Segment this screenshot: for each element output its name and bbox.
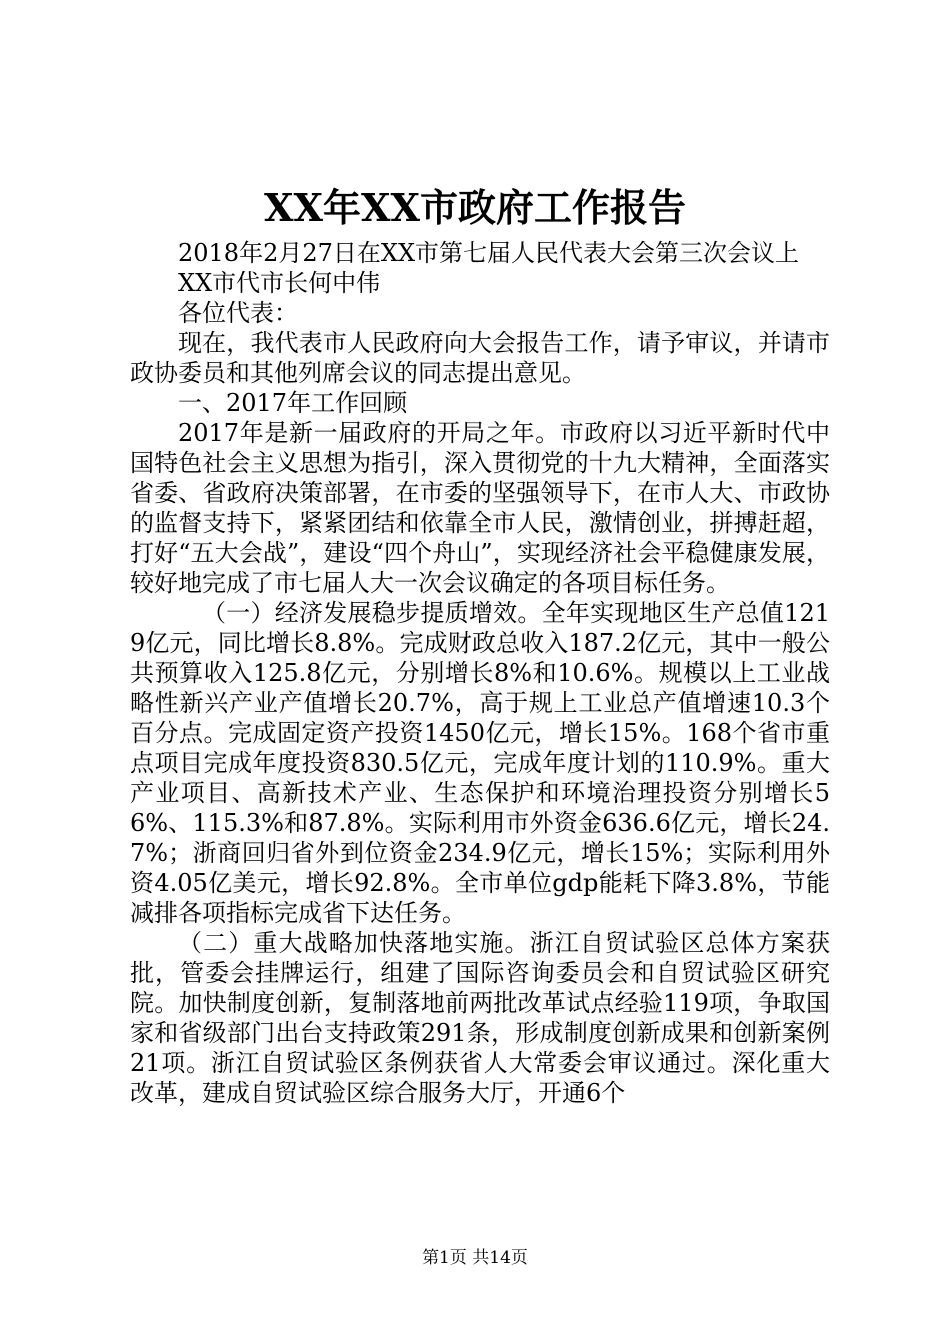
review-paragraph: 2017年是新一届政府的开局之年。市政府以习近平新时代中国特色社会主义思想为指引，深入贯彻党的十九大精神，全面落实省委、省政府决策部署，在市委的坚强领导下，在市人大、市政协的监督支持下，紧紧团结和依靠全市人民，激情创业，拼搏赶超，打好“五大会战”，建设“四个舟山”，实现经济社会平稳健康发展，较好地完成了市七届人大一次会议确定的各项目标任务。 <box>130 419 830 597</box>
intro-paragraph: 现在，我代表市人民政府向大会报告工作，请予审议，并请市政协委员和其他列席会议的同志提出意见。 <box>130 329 830 387</box>
salutation: 各位代表： <box>178 299 298 327</box>
page-number: 第1页 共14页 <box>422 1248 528 1268</box>
document-title: XX年XX市政府工作报告 <box>264 185 686 230</box>
meeting-line: 2018年2月27日在XX市第七届人民代表大会第三次会议上 <box>178 239 800 267</box>
strategy-paragraph: （二）重大战略加快落地实施。浙江自贸试验区总体方案获批，管委会挂牌运行，组建了国际咨询委员会和自贸试验区研究院。加快制度创新，复制落地前两批改革试点经验119项，争取国家和省级部门出台支持政策291条，形成制度创新成果和创新案例21项。浙江自贸试验区条例获省人大常委会审议通过。深化重大改革，建成自贸试验区综合服务大厅，开通6个 <box>130 929 830 1107</box>
economy-paragraph: （一）经济发展稳步提质增效。全年实现地区生产总值1219亿元，同比增长8.8%。完成财政总收入187.2亿元，其中一般公共预算收入125.8亿元，分别增长8%和10.6%。规模以上工业战略性新兴产业产值增长20.7%，高于规上工业总产值增速10.3个百分点。完成固定资产投资1450亿元，增长15%。168个省市重点项目完成年度投资830.5亿元，完成年度计划的110.9%。重大产业项目、高新技术产业、生态保护和环境治理投资分别增长56%、115.3%和87.8%。实际利用市外资金636.6亿元，增长24.7%；浙商回归省外到位资金234.9亿元，增长15%；实际利用外资4.05亿美元，增长92.8%。全市单位gdp能耗下降3.8%，节能减排各项指标完成省下达任务。 <box>130 599 830 927</box>
section-heading: 一、2017年工作回顾 <box>178 389 408 417</box>
speaker-line: XX市代市长何中伟 <box>178 269 381 297</box>
document-body <box>130 238 830 1108</box>
